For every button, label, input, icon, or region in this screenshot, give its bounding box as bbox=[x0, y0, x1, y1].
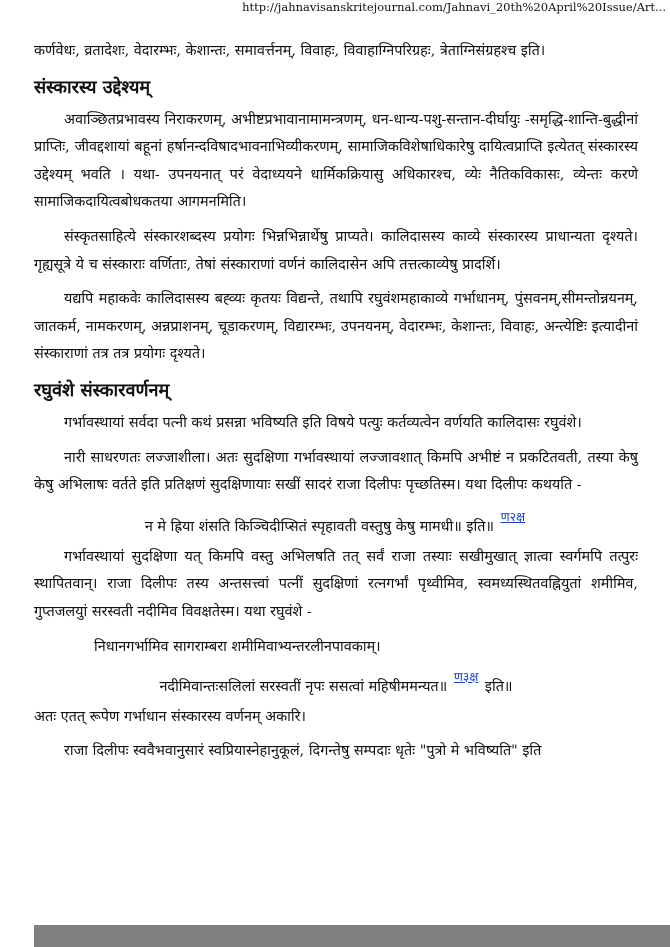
paragraph: गर्भावस्थायां सर्वदा पत्नी कथं प्रसन्ना भविष्यति इति विषये पत्युः कर्तव्यत्वेन वर्णयति कालिदासः रघुवंशे। bbox=[64, 414, 582, 431]
verse-text: नदीमिवान्तःसलिलां सरस्वतीं नृपः ससत्वां महिषीममन्यत॥ bbox=[159, 678, 448, 695]
section-heading: संस्कारस्य उद्देश्यम् bbox=[34, 76, 151, 98]
paragraph: यद्यपि महाकवेः कालिदासस्य बह्व्यः कृतयः विद्यन्ते, तथापि रघुवंशमहाकाव्ये गर्भाधानम्, पुंसवनम्,सीमन्तोन्नयनम्, जातकर्म, नामकरणम्, अन्नप्राशनम्, चूडाकरणम्, विद्यारम्भः, उपनयनम्, वेदारम्भः, केशान्तः, विवाहः, अन्त्येष्टिः इत्यादीनां संस्काराणां तत्र तत्र प्रयोगः दृश्यते। bbox=[34, 291, 638, 363]
verse-line: निधानगर्भामिव सागराम्बरा शमीमिवाभ्यन्तरलीनपावकाम्। bbox=[94, 638, 381, 655]
paragraph: कर्णवेधः, व्रतादेशः, वेदारम्भः, केशान्तः, समावर्त्तनम्, विवाहः, विवाहाग्निपरिग्रहः, त्रेताग्निसंग्रहश्च इति। bbox=[34, 43, 546, 59]
footnote-link[interactable]: ण३क्ष bbox=[453, 668, 479, 684]
source-url: http://jahnavisanskritejournal.com/Jahnavi_20th%20April%20Issue/Art... bbox=[242, 0, 666, 14]
footnote-link[interactable]: ण२क्ष bbox=[500, 508, 526, 524]
verse-end: इति॥ bbox=[484, 678, 513, 695]
paragraph: अतः एतत् रूपेण गर्भाधान संस्कारस्य वर्णनम् अकारि। bbox=[34, 708, 306, 725]
paragraph: गर्भावस्थायां सुदक्षिणा यत् किमपि वस्तु अभिलषति तत् सर्वं राजा तस्याः सखीमुखात् ज्ञात्वा स्वर्गमपि तत्पुरः स्थापितवान्। राजा दिलीपः तस्य अन्तसत्त्वां पत्नीं सुदक्षिणां रत्नगर्भां पृथ्वीमिव, स्वमध्यस्थितवह्नियुतां शमीमिव, गुप्तजलयुां सरस्वती नदीमिव विवक्षतेस्म। यथा रघुवंशे - bbox=[34, 548, 638, 620]
verse-text: न मे ह्रिया शंसति किञ्चिदीप्सितं स्पृहावती वस्तुषु केषु मामधी॥ इति॥ bbox=[144, 518, 495, 535]
article-body bbox=[34, 38, 638, 773]
verse-line bbox=[34, 668, 638, 700]
paragraph: संस्कृतसाहित्ये संस्कारशब्दस्य प्रयोगः भिन्नभिन्नार्थेषु प्राप्यते। कालिदासस्य काव्ये संस्कारस्य प्राधान्यता दृश्यते। गृह्यसूत्रे ये च संस्काराः वर्णिताः, तेषां संस्काराणां वर्णनं कालिदासेन अपि तत्तत्काव्येषु प्रादर्शि। bbox=[34, 228, 638, 273]
paragraph: राजा दिलीपः स्ववैभवानुसारं स्वप्रियास्नेहानुकूलं, दिगन्तेषु सम्पदाः धृतेः "पुत्रो मे भविष्यति" इति bbox=[64, 743, 542, 760]
paragraph: अवाञ्छितप्रभावस्य निराकरणम्, अभीष्टप्रभावानामामन्त्रणम्, धन-धान्य-पशु-सन्तान-दीर्घायुः -समृद्धि-शान्ति-बुद्धीनां प्राप्तिः, जीवद्दशायां बहूनां हर्षानन्दविषादभावनाभिव्यीकरणम्, सामाजिकविशेषाधिकारेषु दायित्वप्राप्ति इत्येतत् संस्कारस्य उद्देश्यम् भवति । यथा- उपनयनात् परं वेदाध्ययने धार्मिकक्रियासु अधिकारश्च, व्येः नैतिकविकासः, व्येन्तः करणे सामाजिकदायित्वबोधकतया आगमनमिति। bbox=[34, 111, 638, 211]
bottom-scrollbar[interactable] bbox=[34, 925, 670, 947]
section-heading: रघुवंशे संस्कारवर्णनम् bbox=[34, 379, 170, 401]
paragraph: नारी साधरणतः लज्जाशीला। अतः सुदक्षिणा गर्भावस्थायां लज्जावशात् किमपि अभीष्टं न प्रकटितवती, तस्या केषु केषु अभिलाषः वर्तते इति प्रतिक्षणं सुदक्षिणायाः सखीं सादरं राजा दिलीपः पृच्छतिस्म। यथा दिलीपः कथयति - bbox=[34, 449, 638, 494]
verse-quote bbox=[34, 508, 638, 540]
